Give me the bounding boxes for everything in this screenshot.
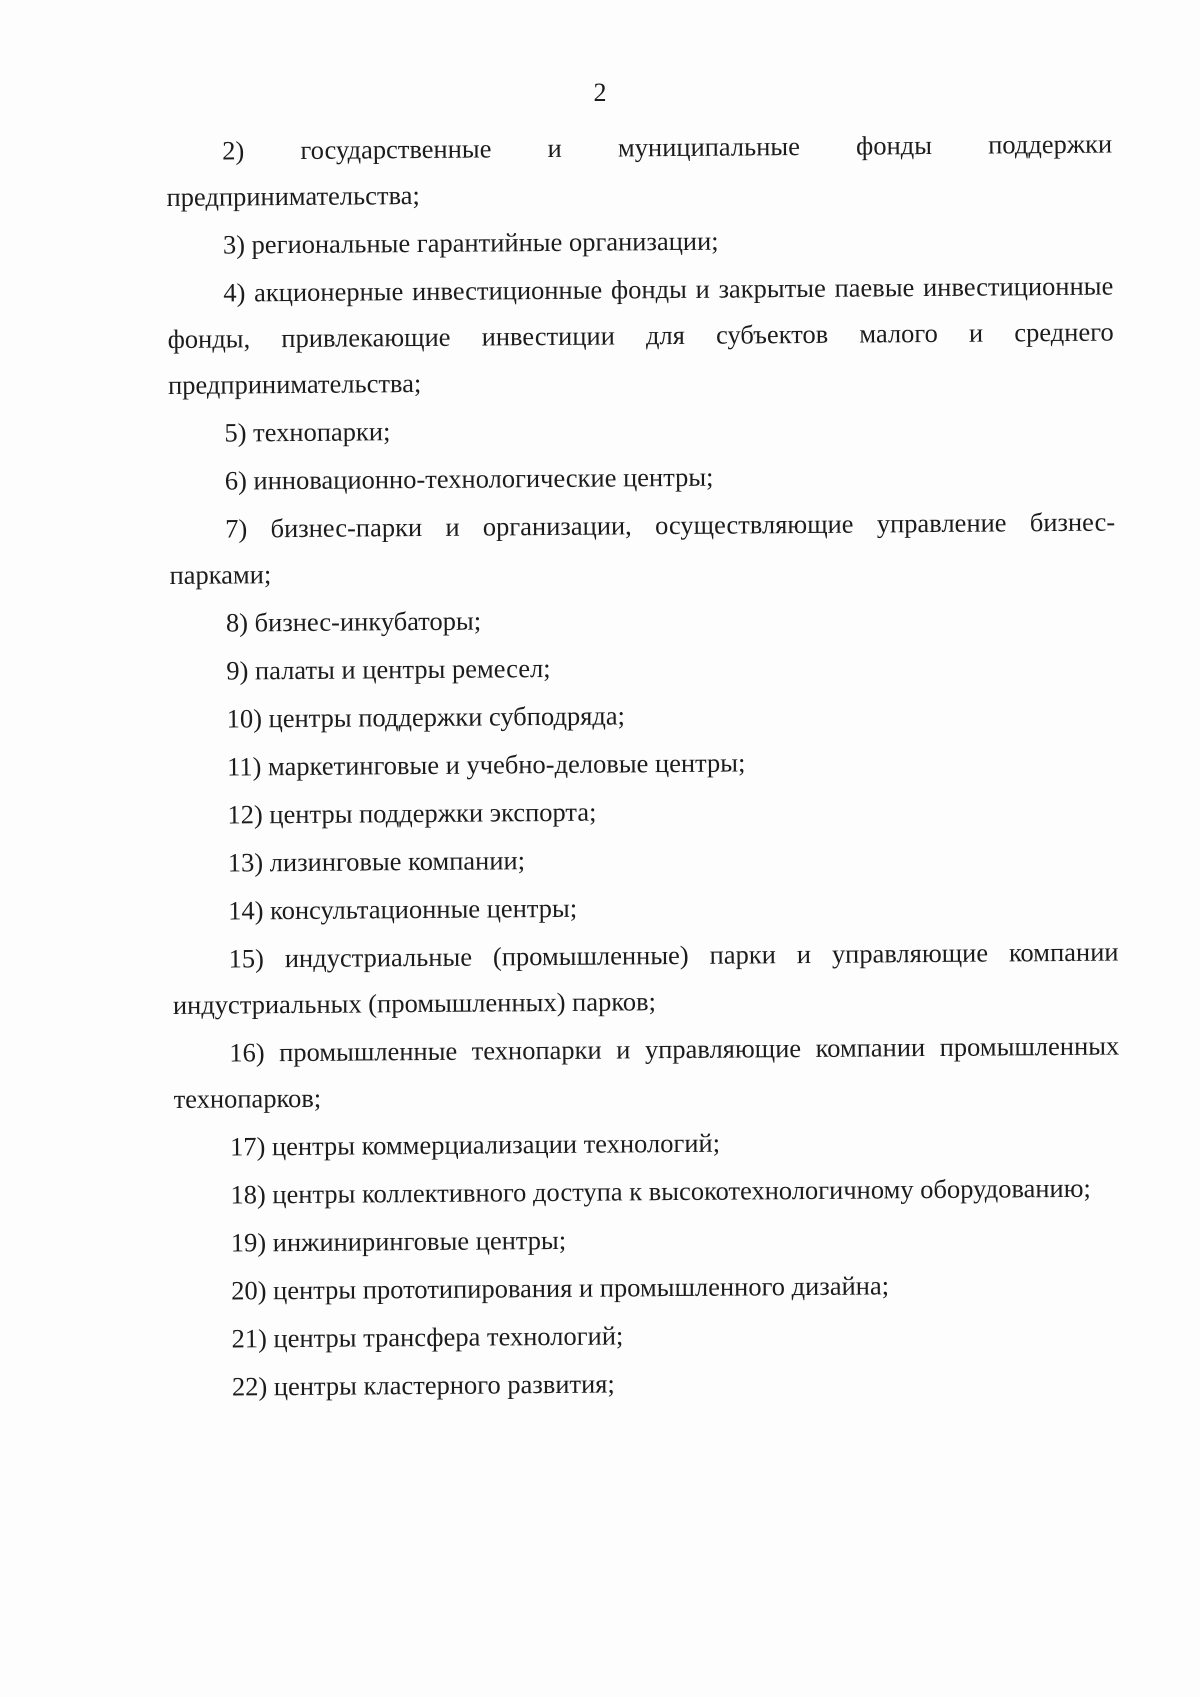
- list-item: 22) центры кластерного развития;: [231, 1368, 615, 1402]
- list-item: 18) центры коллективного доступа к высокотехнологичному оборудованию;: [230, 1172, 1091, 1210]
- list-item: 5) технопарки;: [224, 416, 391, 448]
- list-item: 19) инжиниринговые центры;: [230, 1224, 567, 1258]
- list-item: 9) палаты и центры ремесел;: [226, 652, 551, 686]
- list-item: 16) промышленные технопарки и управляющие компании промышленных технопарков;: [173, 1030, 1120, 1114]
- list-item: 10) центры поддержки субподряда;: [226, 700, 626, 734]
- list-item: 21) центры трансфера технологий;: [231, 1320, 624, 1354]
- list-item: 17) центры коммерциализации технологий;: [229, 1127, 721, 1162]
- list-item: 2) государственные и муниципальные фонды поддержки предпринимательства;: [166, 128, 1113, 212]
- list-item: 12) центры поддержки экспорта;: [227, 796, 597, 830]
- list-item: 11) маркетинговые и учебно-деловые центры;: [226, 747, 746, 782]
- list-item: 4) акционерные инвестиционные фонды и закрытые паевые инвестиционные фонды, привлекающие инвестиции для субъектов малого и среднего предпринимательства;: [167, 270, 1114, 400]
- list-item: 3) региональные гарантийные организации;: [222, 225, 719, 260]
- list-item: 15) индустриальные (промышленные) парки и управляющие компании индустриальных (промышленных) парков;: [172, 936, 1119, 1020]
- list-item: 14) консультационные центры;: [228, 892, 578, 926]
- page-number: 2: [593, 78, 607, 107]
- list-item: 20) центры прототипирования и промышленного дизайна;: [231, 1270, 890, 1306]
- list-item: 13) лизинговые компании;: [227, 845, 526, 878]
- list-item: 7) бизнес-парки и организации, осуществляющие управление бизнес-парками;: [169, 506, 1116, 590]
- list-of-organizations: [166, 121, 1122, 1410]
- list-item: 6) инновационно-технологические центры;: [224, 461, 714, 496]
- list-item: 8) бизнес-инкубаторы;: [225, 605, 482, 638]
